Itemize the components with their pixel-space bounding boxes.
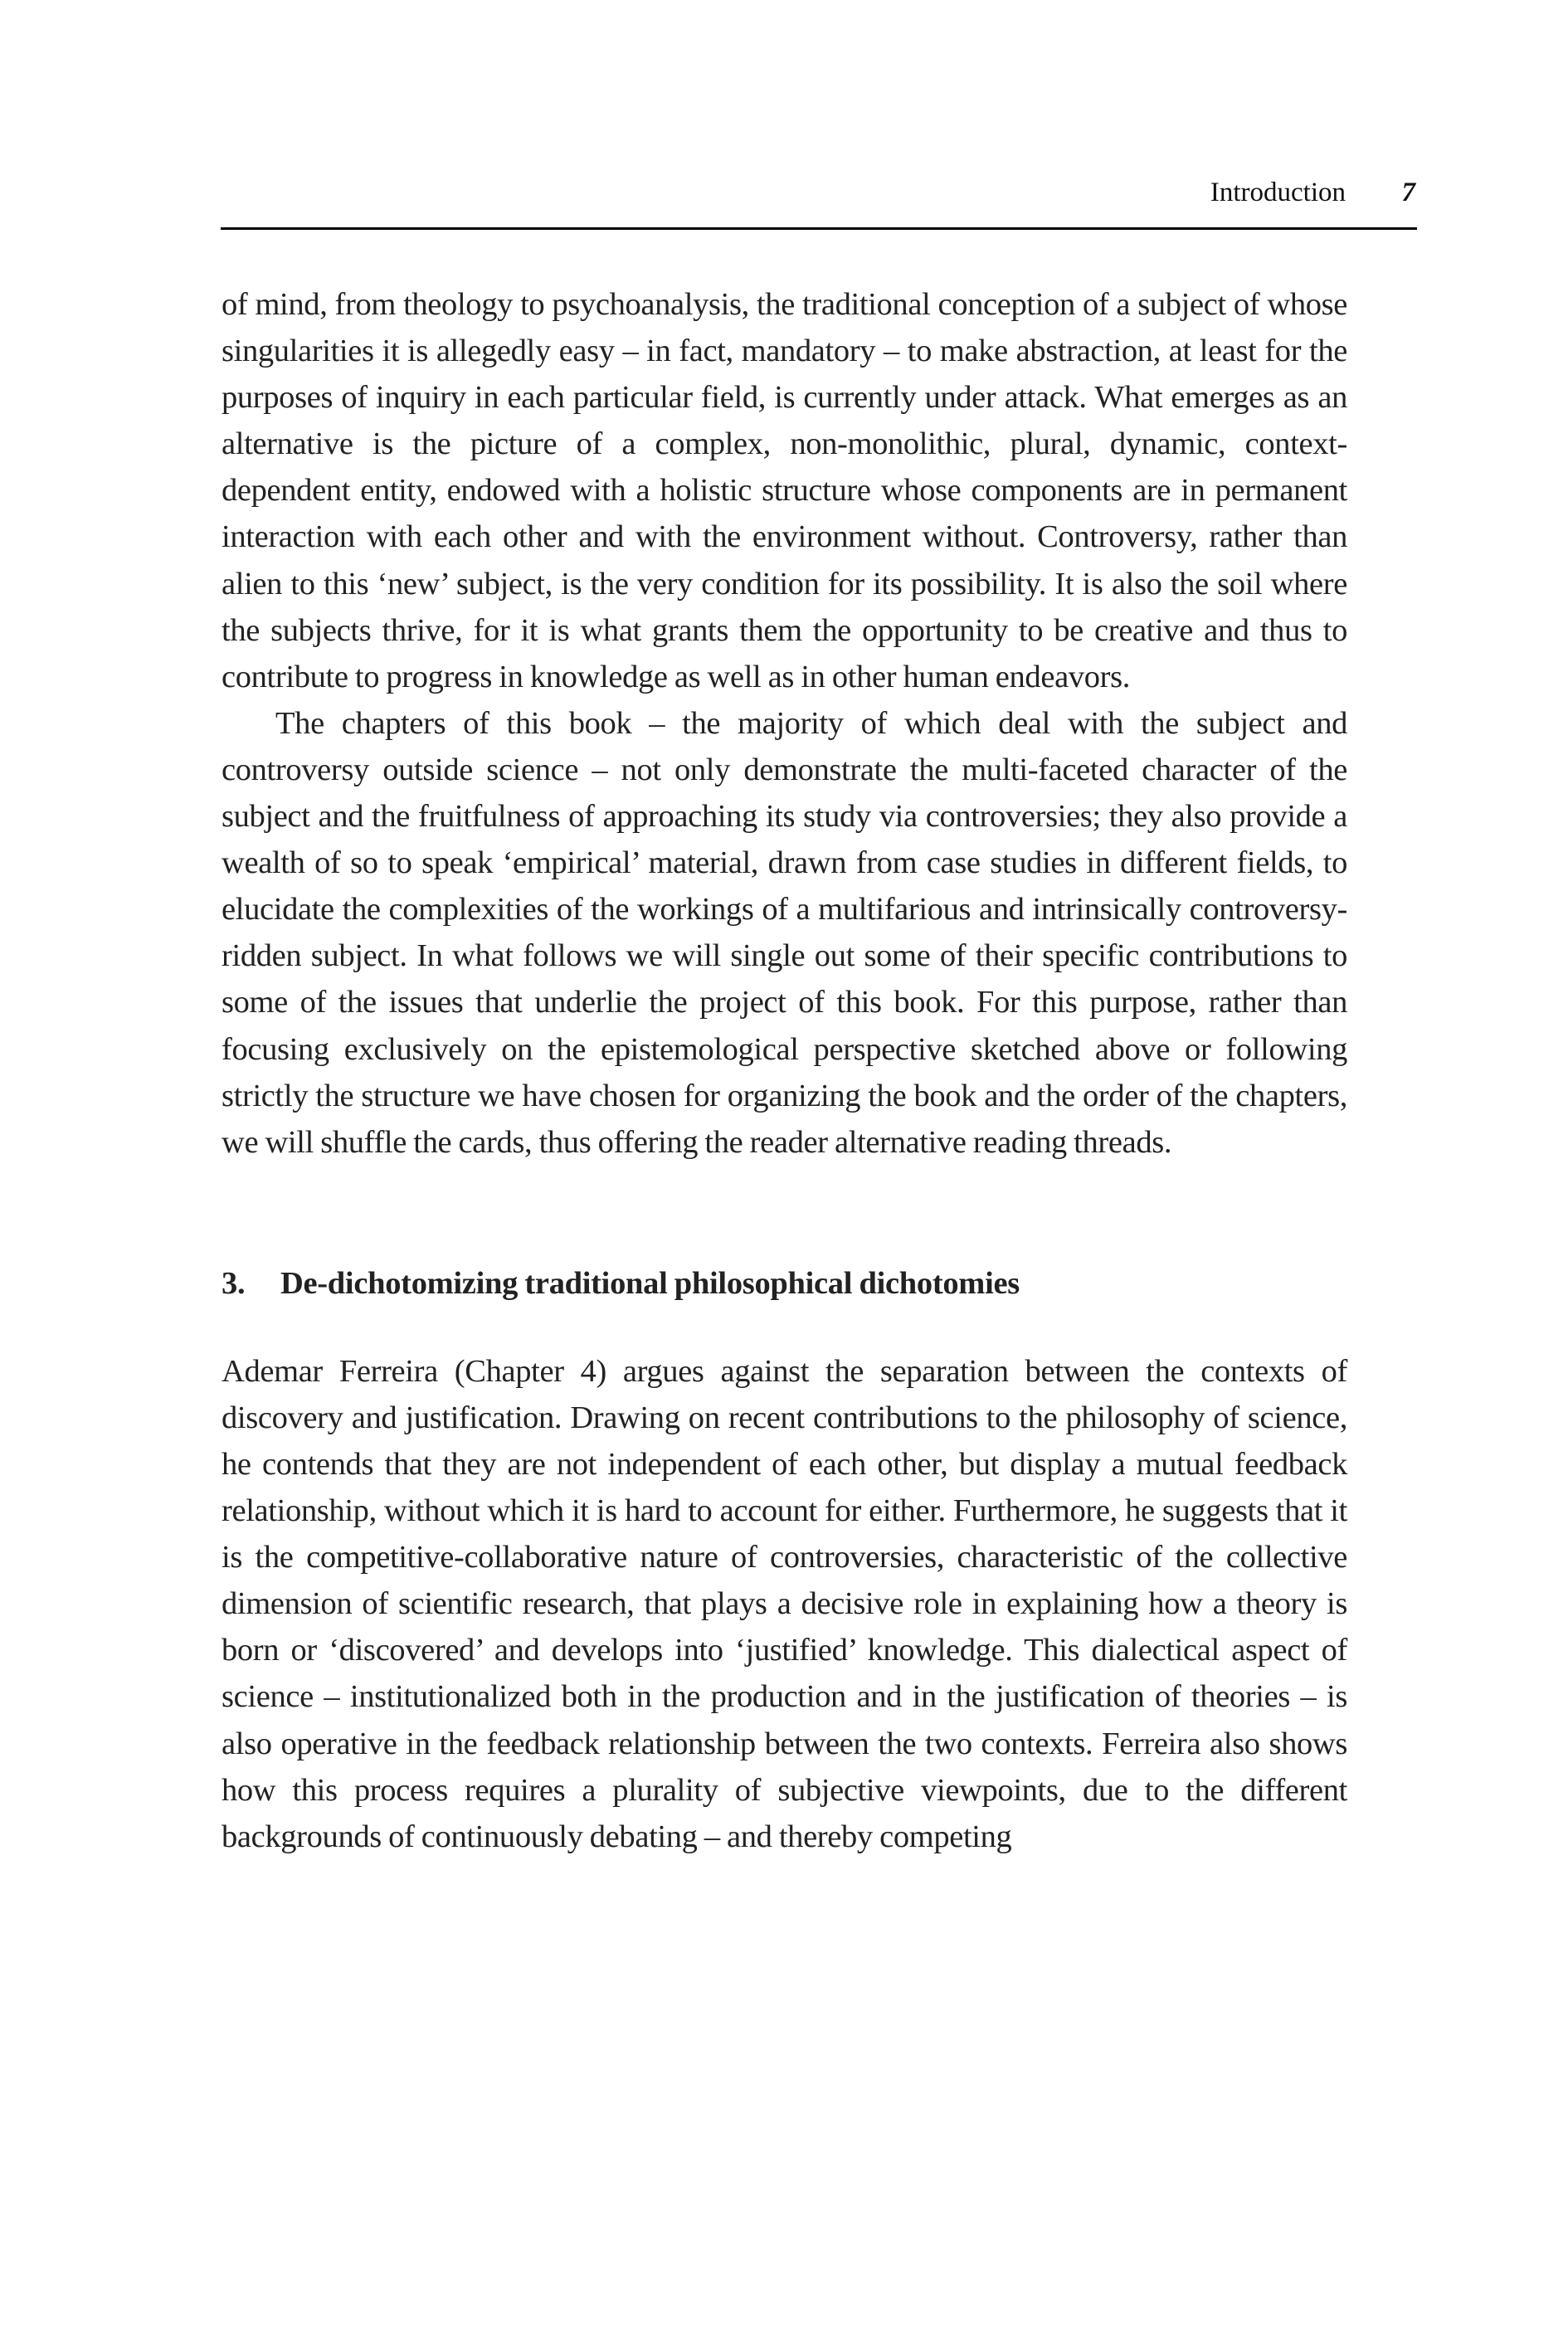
running-head-title: Introduction: [1210, 178, 1346, 207]
section-number: 3.: [222, 1265, 246, 1301]
paragraph-continued: of mind, from theology to psychoanalysis, the traditional conception of a subject of whose singularities it is allegedly easy – in fact, mandatory – to make abstraction, at least for the purposes of inquiry in each particular field, is currently under attack. What emerges as an alternative is the picture of a complex, non-monolithic, plural, dynamic, context-dependent entity, endowed with a holistic structure whose components are in permanent interaction with each other and with the environment without. Controversy, rather than alien to this ‘new’ subject, is the very condition for its possibility. It is also the soil where the subjects thrive, for it is what grants them the opportunity to be creative and thus to contribute to progress in knowledge as well as in other human endeavors.: [222, 287, 1347, 694]
running-head: [221, 171, 1417, 217]
paragraph-chapters-overview: The chapters of this book – the majority of which deal with the subject and controversy outside science – not only demonstrate the multi-faceted character of the subject and the fruitfulness of approaching its study via controversies; they also provide a wealth of so to speak ‘empirical’ material, drawn from case studies in different fields, to elucidate the complexities of the workings of a multifarious and intrinsically controversy-ridden subject. In what follows we will single out some of their specific contributions to some of the issues that underlie the project of this book. For this purpose, rather than focusing exclusively on the epistemological perspective sketched above or following strictly the structure we have chosen for organizing the book and the order of the chapters, we will shuffle the cards, thus offering the reader alternative reading threads.: [222, 705, 1347, 1160]
section-heading: [222, 1260, 1347, 1307]
section-title: De-dichotomizing traditional philosophical dichotomies: [280, 1265, 1020, 1301]
paragraph-ferreira: Ademar Ferreira (Chapter 4) argues against the separation between the contexts of discovery and justification. Drawing on recent contributions to the philosophy of science, he contends that they are not independent of each other, but display a mutual feedback relationship, without which it is hard to account for either. Furthermore, he suggests that it is the competitive-collaborative nature of controversies, characteristic of the collective dimension of scientific research, that plays a decisive role in explaining how a theory is born or ‘discovered’ and develops into ‘justified’ knowledge. This dialectical aspect of science – institutionalized both in the production and in the justification of theories – is also operative in the feedback relationship between the two contexts. Ferreira also shows how this process requires a plurality of subjective viewpoints, due to the different backgrounds of continuously debating – and thereby competing: [222, 1353, 1347, 1854]
body-text-column: [222, 281, 1347, 1860]
page-number: 7: [1401, 178, 1415, 207]
header-rule-divider: [221, 227, 1417, 230]
